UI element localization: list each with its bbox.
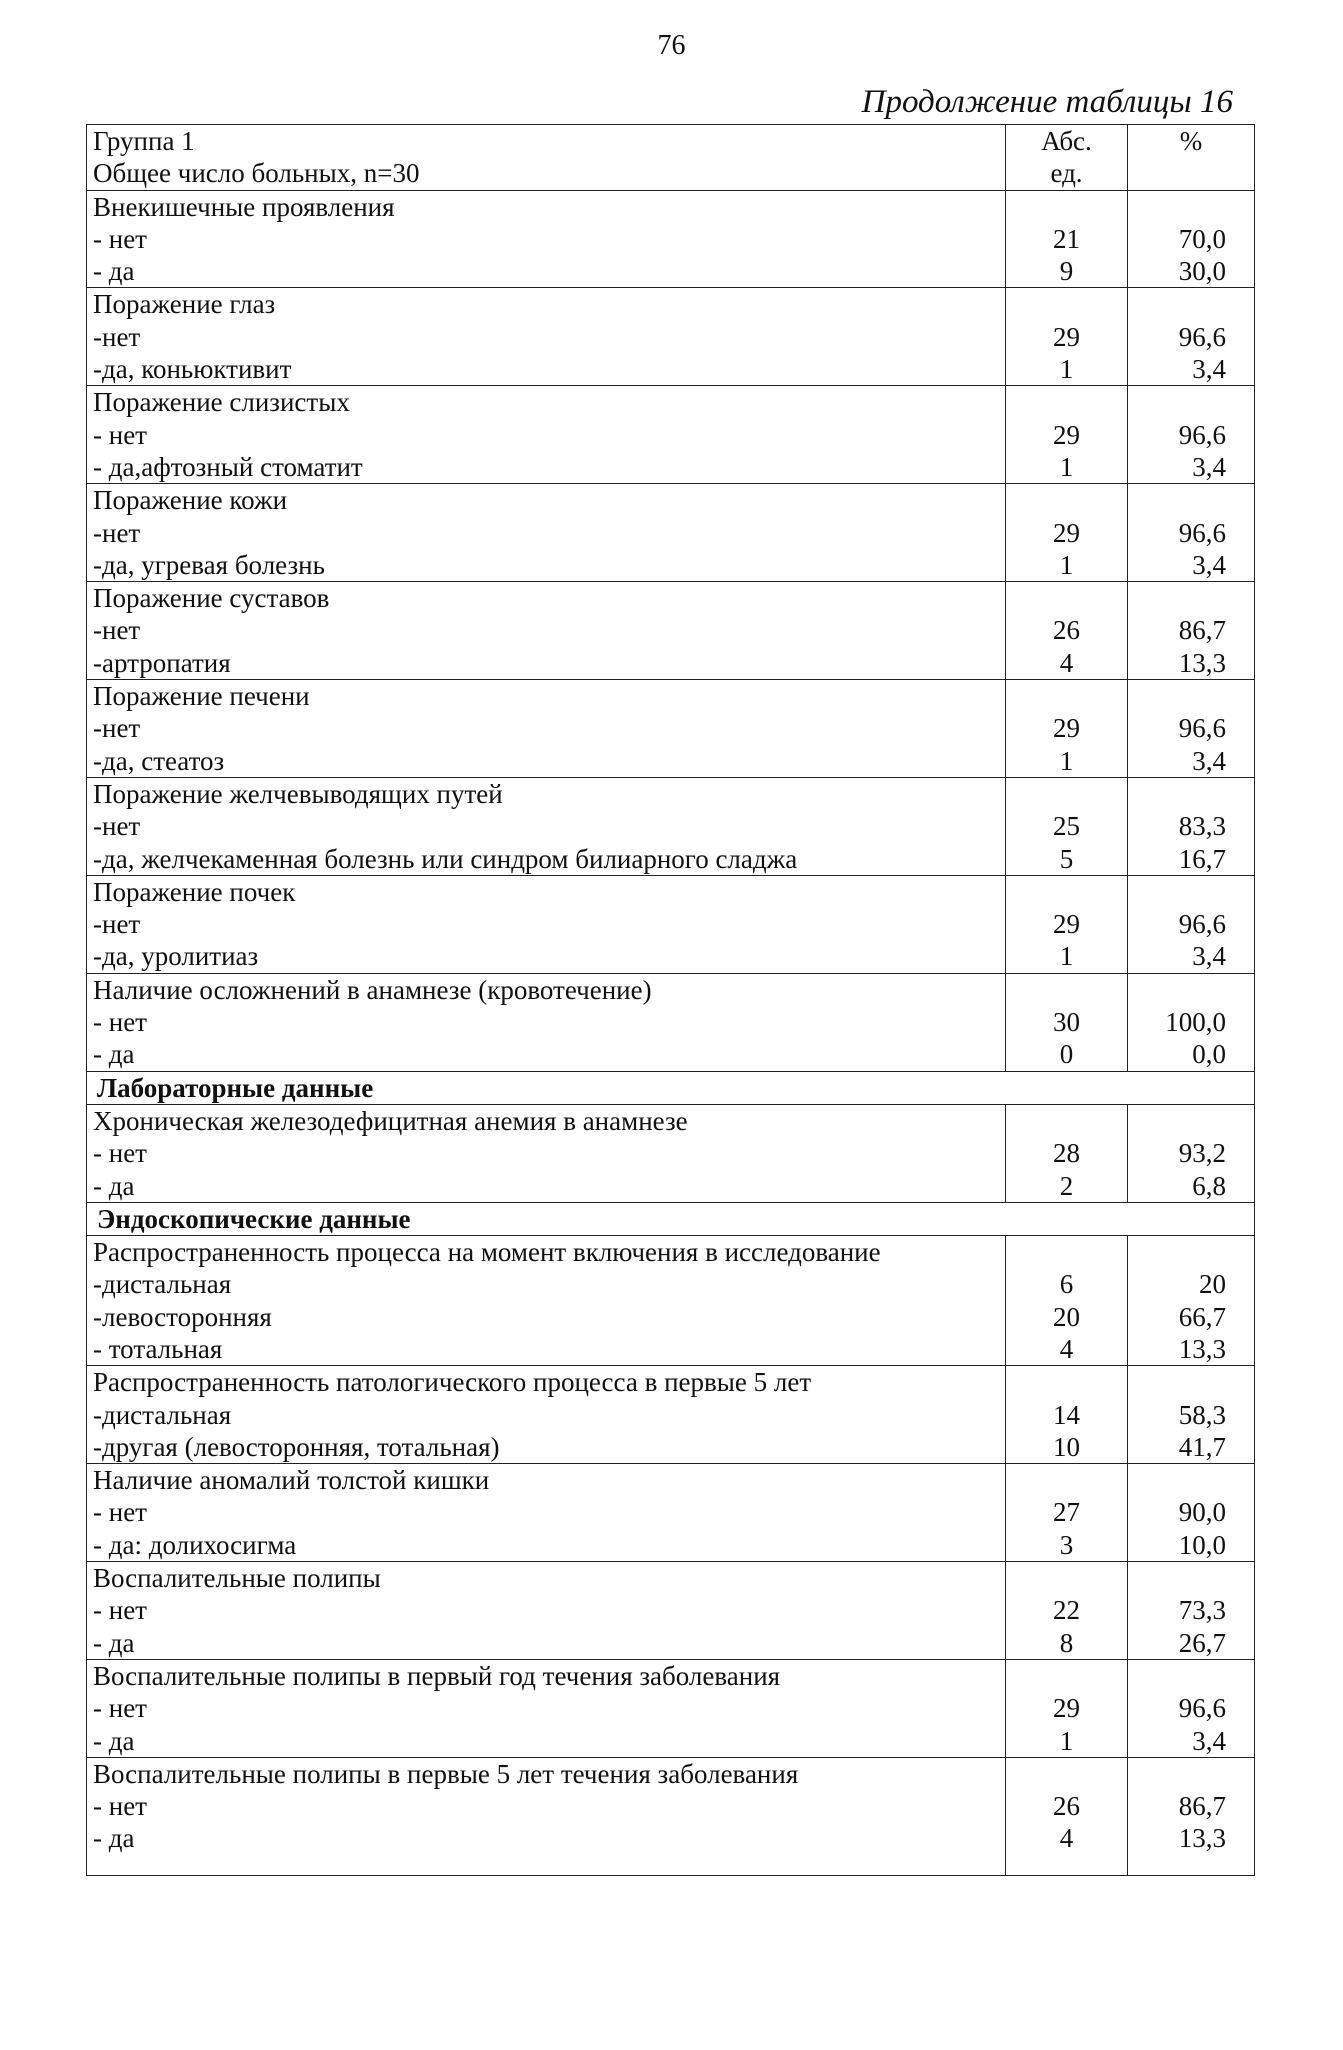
abs-cell <box>1006 484 1128 582</box>
row-label: - тотальная <box>93 1333 223 1364</box>
row-label: -нет <box>93 713 141 744</box>
row-label: -левосторонняя <box>93 1301 272 1332</box>
pct-value: 13,3 <box>1178 1823 1226 1854</box>
abs-value: 14 <box>1053 1399 1080 1430</box>
category-cell <box>87 1104 1006 1202</box>
header-pct-line: % <box>1179 126 1203 156</box>
spacer <box>1012 1660 1121 1692</box>
spacer <box>1012 288 1121 320</box>
row-label: -нет <box>93 517 141 548</box>
category-title: Наличие аномалий толстой кишки <box>93 1465 490 1496</box>
data-table-container <box>86 124 1254 1876</box>
spacer <box>1134 582 1226 614</box>
category-cell <box>87 582 1006 680</box>
abs-value: 25 <box>1053 811 1080 842</box>
row-label: -дистальная <box>93 1269 232 1300</box>
pct-value: 3,4 <box>1192 549 1226 580</box>
category-title: Внекишечные проявления <box>93 191 395 222</box>
abs-value: 5 <box>1059 843 1074 874</box>
abs-value: 29 <box>1053 321 1080 352</box>
spacer <box>1012 974 1121 1006</box>
pct-value: 96,6 <box>1178 517 1226 548</box>
abs-value: 1 <box>1059 745 1074 776</box>
spacer <box>1134 1105 1226 1137</box>
pct-value: 20 <box>1199 1269 1226 1300</box>
table-continuation-title: Продолжение таблицы 16 <box>861 84 1233 120</box>
pct-value: 96,6 <box>1178 713 1226 744</box>
category-title: Хроническая железодефицитная анемия в анамнезе <box>93 1105 688 1136</box>
data-table <box>86 124 1255 1876</box>
abs-cell <box>1006 680 1128 778</box>
category-title: Поражение печени <box>93 681 310 712</box>
table-row <box>87 973 1255 1071</box>
header-total-line: Общее число больных, n=30 <box>93 158 420 189</box>
abs-cell <box>1006 1366 1128 1464</box>
category-cell <box>87 1757 1006 1875</box>
row-label: - да <box>93 1823 135 1854</box>
abs-cell <box>1006 777 1128 875</box>
spacer <box>1012 1236 1121 1268</box>
pct-value: 58,3 <box>1178 1399 1226 1430</box>
table-row <box>87 386 1255 484</box>
category-cell <box>87 386 1006 484</box>
row-label: - нет <box>93 223 147 254</box>
row-label: -да, угревая болезнь <box>93 549 325 580</box>
abs-value: 6 <box>1059 1269 1074 1300</box>
row-label: -да, уролитиаз <box>93 941 259 972</box>
category-cell <box>87 875 1006 973</box>
row-label: - нет <box>93 1595 147 1626</box>
pct-value: 3,4 <box>1192 941 1226 972</box>
table-row <box>87 190 1255 288</box>
table-row <box>87 484 1255 582</box>
abs-value: 29 <box>1053 909 1080 940</box>
row-label: - да <box>93 1725 135 1756</box>
pct-cell <box>1128 1464 1255 1562</box>
table-body <box>87 125 1255 1876</box>
header-group-cell <box>87 125 1006 191</box>
category-title: Распространенность патологического процесса в первые 5 лет <box>93 1367 812 1398</box>
row-label: - нет <box>93 1693 147 1724</box>
pct-cell <box>1128 582 1255 680</box>
spacer <box>1134 1366 1226 1398</box>
abs-value: 8 <box>1059 1627 1074 1658</box>
row-label: -нет <box>93 321 141 352</box>
category-title: Поражение почек <box>93 876 296 907</box>
pct-cell <box>1128 484 1255 582</box>
abs-value: 1 <box>1059 1725 1074 1756</box>
table-row <box>87 680 1255 778</box>
row-label: -нет <box>93 811 141 842</box>
pct-cell <box>1128 386 1255 484</box>
row-label: - да <box>93 1039 135 1070</box>
spacer <box>1134 386 1226 418</box>
abs-cell <box>1006 190 1128 288</box>
row-label: - да,афтозный стоматит <box>93 451 363 482</box>
pct-cell <box>1128 875 1255 973</box>
spacer <box>1134 876 1226 908</box>
pct-cell <box>1128 973 1255 1071</box>
abs-value: 29 <box>1053 419 1080 450</box>
category-title: Поражение слизистых <box>93 387 350 418</box>
spacer <box>1134 191 1226 223</box>
row-label: -нет <box>93 909 141 940</box>
spacer <box>1134 484 1226 516</box>
table-row <box>87 1562 1255 1660</box>
category-title: Поражение суставов <box>93 583 330 614</box>
pct-cell <box>1128 777 1255 875</box>
table-row <box>87 1464 1255 1562</box>
pct-value: 73,3 <box>1178 1595 1226 1626</box>
table-row <box>87 1104 1255 1202</box>
pct-value: 3,4 <box>1192 745 1226 776</box>
abs-cell <box>1006 1659 1128 1757</box>
abs-cell <box>1006 582 1128 680</box>
spacer <box>1012 191 1121 223</box>
category-title: Поражение кожи <box>93 485 288 516</box>
abs-value: 20 <box>1053 1301 1080 1332</box>
abs-value: 28 <box>1053 1138 1080 1169</box>
header-abs-line: Абс. <box>1041 126 1092 156</box>
table-row <box>87 1366 1255 1464</box>
pct-cell <box>1128 1757 1255 1875</box>
table-row <box>87 875 1255 973</box>
table-header-row <box>87 125 1255 191</box>
category-cell <box>87 288 1006 386</box>
category-cell <box>87 1659 1006 1757</box>
spacer <box>1012 876 1121 908</box>
pct-value: 66,7 <box>1178 1301 1226 1332</box>
abs-value: 4 <box>1059 647 1074 678</box>
category-title: Поражение глаз <box>93 289 276 320</box>
table-row <box>87 582 1255 680</box>
spacer <box>1012 1105 1121 1137</box>
pct-value: 96,6 <box>1178 909 1226 940</box>
spacer <box>1134 288 1226 320</box>
row-label: - нет <box>93 419 147 450</box>
spacer <box>1012 484 1121 516</box>
pct-value: 86,7 <box>1178 615 1226 646</box>
spacer <box>1012 778 1121 810</box>
category-cell <box>87 1366 1006 1464</box>
section-header-row <box>87 1202 1255 1235</box>
pct-cell <box>1128 1104 1255 1202</box>
category-title: Распространенность процесса на момент включения в исследование <box>93 1237 881 1268</box>
category-cell <box>87 680 1006 778</box>
pct-value: 96,6 <box>1178 419 1226 450</box>
category-cell <box>87 777 1006 875</box>
abs-value: 1 <box>1059 354 1074 385</box>
spacer <box>1134 1562 1226 1594</box>
abs-value: 0 <box>1059 1039 1074 1070</box>
page-number: 76 <box>657 30 686 61</box>
abs-cell <box>1006 1104 1128 1202</box>
table-row <box>87 1757 1255 1875</box>
pct-value: 3,4 <box>1192 354 1226 385</box>
spacer <box>1134 1758 1226 1790</box>
row-label: - нет <box>93 1138 147 1169</box>
spacer <box>1134 1236 1226 1268</box>
spacer <box>1012 1562 1121 1594</box>
row-label: -артропатия <box>93 647 231 678</box>
pct-value: 26,7 <box>1178 1627 1226 1658</box>
pct-value: 16,7 <box>1178 843 1226 874</box>
header-group-line: Группа 1 <box>93 126 195 156</box>
abs-value: 2 <box>1059 1170 1074 1201</box>
abs-value: 1 <box>1059 941 1074 972</box>
spacer <box>1012 680 1121 712</box>
category-title: Воспалительные полипы в первые 5 лет течения заболевания <box>93 1758 799 1789</box>
category-cell <box>87 1464 1006 1562</box>
category-title: Воспалительные полипы в первый год течения заболевания <box>93 1660 781 1691</box>
abs-value: 22 <box>1053 1595 1080 1626</box>
abs-value: 1 <box>1059 451 1074 482</box>
pct-cell <box>1128 1236 1255 1366</box>
spacer <box>1134 680 1226 712</box>
spacer <box>1134 1660 1226 1692</box>
category-title: Наличие осложнений в анамнезе (кровотечение) <box>93 974 652 1005</box>
header-abs-cell <box>1006 125 1128 191</box>
spacer <box>1012 1366 1121 1398</box>
header-abs-unit-line: ед. <box>1050 158 1083 189</box>
pct-cell <box>1128 288 1255 386</box>
abs-value: 21 <box>1053 223 1080 254</box>
abs-value: 29 <box>1053 517 1080 548</box>
abs-value: 29 <box>1053 713 1080 744</box>
pct-cell <box>1128 1366 1255 1464</box>
pct-value: 83,3 <box>1178 811 1226 842</box>
spacer <box>1012 1464 1121 1496</box>
row-label: -нет <box>93 615 141 646</box>
pct-value: 93,2 <box>1178 1138 1226 1169</box>
pct-value: 13,3 <box>1178 1333 1226 1364</box>
pct-value: 6,8 <box>1192 1170 1226 1201</box>
abs-value: 3 <box>1059 1529 1074 1560</box>
section-header-cell: Лабораторные данные <box>87 1071 1255 1104</box>
abs-value: 4 <box>1059 1333 1074 1364</box>
spacer <box>1134 778 1226 810</box>
pct-cell <box>1128 680 1255 778</box>
row-label: -дистальная <box>93 1399 232 1430</box>
abs-value: 10 <box>1053 1431 1080 1462</box>
abs-value: 29 <box>1053 1693 1080 1724</box>
abs-cell <box>1006 1757 1128 1875</box>
category-cell <box>87 190 1006 288</box>
abs-value: 9 <box>1059 256 1074 287</box>
abs-cell <box>1006 875 1128 973</box>
category-cell <box>87 1236 1006 1366</box>
pct-value: 30,0 <box>1178 256 1226 287</box>
category-title: Поражение желчевыводящих путей <box>93 778 503 809</box>
row-label: - нет <box>93 1007 147 1038</box>
abs-value: 30 <box>1053 1007 1080 1038</box>
pct-value: 100,0 <box>1165 1007 1226 1038</box>
row-label: -да, стеатоз <box>93 745 225 776</box>
spacer <box>1012 1758 1121 1790</box>
pct-value: 96,6 <box>1178 321 1226 352</box>
header-pct-cell <box>1128 125 1255 191</box>
abs-cell <box>1006 1236 1128 1366</box>
table-row <box>87 1236 1255 1366</box>
row-label: - да <box>93 1627 135 1658</box>
category-cell <box>87 973 1006 1071</box>
row-label: - нет <box>93 1791 147 1822</box>
row-label: - да <box>93 256 135 287</box>
abs-cell <box>1006 1464 1128 1562</box>
pct-value: 3,4 <box>1192 1725 1226 1756</box>
abs-value: 27 <box>1053 1497 1080 1528</box>
abs-value: 1 <box>1059 549 1074 580</box>
table-row <box>87 288 1255 386</box>
table-row <box>87 777 1255 875</box>
category-title: Воспалительные полипы <box>93 1563 381 1594</box>
abs-cell <box>1006 288 1128 386</box>
pct-cell <box>1128 1562 1255 1660</box>
pct-value: 96,6 <box>1178 1693 1226 1724</box>
pct-value: 0,0 <box>1192 1039 1226 1070</box>
pct-value: 86,7 <box>1178 1791 1226 1822</box>
abs-cell <box>1006 973 1128 1071</box>
row-label: - да <box>93 1170 135 1201</box>
pct-cell <box>1128 190 1255 288</box>
category-cell <box>87 1562 1006 1660</box>
row-label: - нет <box>93 1497 147 1528</box>
abs-value: 26 <box>1053 1791 1080 1822</box>
abs-cell <box>1006 1562 1128 1660</box>
section-header-row <box>87 1071 1255 1104</box>
pct-value: 70,0 <box>1178 223 1226 254</box>
section-header-cell: Эндоскопические данные <box>87 1202 1255 1235</box>
pct-value: 90,0 <box>1178 1497 1226 1528</box>
spacer <box>1134 1464 1226 1496</box>
pct-value: 10,0 <box>1178 1529 1226 1560</box>
spacer <box>1012 386 1121 418</box>
row-label: -другая (левосторонняя, тотальная) <box>93 1431 500 1462</box>
abs-value: 4 <box>1059 1823 1074 1854</box>
pct-value: 13,3 <box>1178 647 1226 678</box>
row-label: -да, коньюктивит <box>93 354 292 385</box>
category-cell <box>87 484 1006 582</box>
abs-cell <box>1006 386 1128 484</box>
row-label: -да, желчекаменная болезнь или синдром билиарного сладжа <box>93 843 798 874</box>
pct-value: 41,7 <box>1178 1431 1226 1462</box>
pct-cell <box>1128 1659 1255 1757</box>
spacer <box>1134 974 1226 1006</box>
pct-value: 3,4 <box>1192 451 1226 482</box>
table-row <box>87 1659 1255 1757</box>
abs-value: 26 <box>1053 615 1080 646</box>
spacer <box>1012 582 1121 614</box>
row-label: - да: долихосигма <box>93 1529 297 1560</box>
